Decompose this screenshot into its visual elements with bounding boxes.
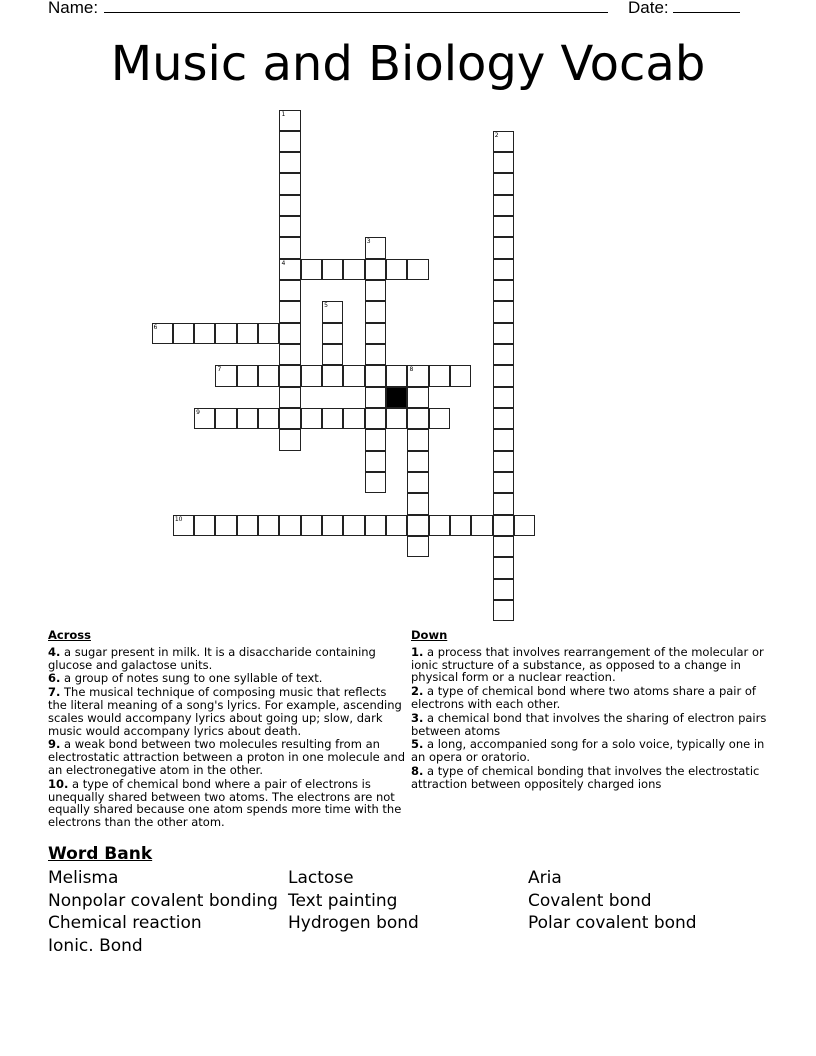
crossword-cell[interactable] — [407, 472, 428, 493]
crossword-cell[interactable] — [493, 472, 514, 493]
crossword-cell[interactable] — [493, 259, 514, 280]
crossword-cell[interactable] — [493, 280, 514, 301]
crossword-cell[interactable] — [407, 536, 428, 557]
down-clues — [411, 629, 767, 792]
clue-number-6: 6 — [153, 323, 158, 331]
clue-number-5: 5 — [324, 302, 328, 310]
crossword-cell[interactable] — [322, 344, 343, 365]
down-clue: 2. a type of chemical bond where two atoms share a pair of electrons with each other. — [411, 684, 756, 711]
crossword-cell[interactable] — [429, 408, 450, 429]
crossword-cell[interactable] — [258, 365, 279, 386]
crossword-cell[interactable] — [493, 195, 514, 216]
crossword-cell[interactable] — [279, 429, 300, 450]
across-clue: 10. a type of chemical bond where a pair of electrons is unequally shared between two atoms. The electrons are not equally shared because one atom spends more time with the electrons than the other atom. — [48, 776, 402, 830]
crossword-cell[interactable] — [215, 515, 236, 536]
crossword-black-cell — [386, 387, 407, 408]
crossword-cell[interactable] — [365, 408, 386, 429]
word-bank-title: Word Bank — [48, 844, 153, 864]
crossword-cell[interactable] — [301, 515, 322, 536]
crossword-cell[interactable] — [493, 365, 514, 386]
crossword-cell[interactable] — [279, 216, 300, 237]
crossword-cell[interactable] — [237, 323, 258, 344]
word-bank-item: Text painting — [288, 891, 398, 911]
crossword-cell[interactable] — [173, 323, 194, 344]
down-clue: 8. a type of chemical bonding that involves the electrostatic attraction between oppositely charged ions — [411, 763, 760, 791]
crossword-cell[interactable] — [493, 429, 514, 450]
crossword-cell[interactable] — [343, 408, 364, 429]
crossword-cell[interactable] — [493, 536, 514, 557]
word-bank-item: Covalent bond — [528, 891, 652, 911]
crossword-cell[interactable] — [493, 579, 514, 600]
crossword-cell[interactable] — [365, 280, 386, 301]
clue-number-10: 10 — [174, 515, 183, 523]
crossword-cell[interactable] — [322, 408, 343, 429]
crossword-cell[interactable] — [279, 515, 300, 536]
crossword-cell[interactable] — [279, 323, 300, 344]
crossword-cell[interactable] — [493, 600, 514, 621]
down-clue: 5. a long, accompanied song for a solo voice, typically one in an opera or oratorio. — [411, 737, 765, 765]
crossword-cell[interactable] — [237, 515, 258, 536]
crossword-cell[interactable] — [365, 259, 386, 280]
down-clue: 3. a chemical bond that involves the sharing of electron pairs between atoms — [411, 710, 767, 738]
crossword-cell[interactable] — [365, 515, 386, 536]
crossword-cell[interactable] — [279, 280, 300, 301]
across-clues — [48, 629, 408, 830]
crossword-cell[interactable] — [493, 557, 514, 578]
crossword-cell[interactable] — [322, 323, 343, 344]
crossword-cell[interactable] — [407, 259, 428, 280]
crossword-cell[interactable] — [407, 493, 428, 514]
crossword-cell[interactable] — [450, 515, 471, 536]
crossword-cell[interactable] — [279, 301, 300, 322]
crossword-cell[interactable] — [215, 323, 236, 344]
crossword-cell[interactable] — [279, 237, 300, 258]
crossword-cell[interactable] — [194, 323, 215, 344]
crossword-cell[interactable] — [365, 365, 386, 386]
crossword-cell[interactable] — [493, 515, 514, 536]
crossword-cell[interactable] — [365, 387, 386, 408]
crossword-cell[interactable] — [322, 365, 343, 386]
crossword-cell[interactable] — [471, 515, 492, 536]
down-heading: Down — [411, 628, 448, 642]
crossword-cell[interactable] — [215, 408, 236, 429]
crossword-cell[interactable] — [493, 493, 514, 514]
across-clue: 4. a sugar present in milk. It is a disaccharide containing glucose and galactose units. — [48, 644, 376, 672]
word-bank-item: Aria — [528, 868, 562, 888]
crossword-cell[interactable] — [343, 365, 364, 386]
crossword-cell[interactable] — [365, 472, 386, 493]
crossword-cell[interactable] — [258, 515, 279, 536]
crossword-cell[interactable] — [258, 408, 279, 429]
crossword-cell[interactable] — [237, 408, 258, 429]
crossword-cell[interactable] — [386, 259, 407, 280]
crossword-cell[interactable] — [279, 173, 300, 194]
crossword-cell[interactable] — [386, 365, 407, 386]
crossword-cell[interactable] — [407, 387, 428, 408]
crossword-cell[interactable] — [493, 323, 514, 344]
crossword-cell[interactable] — [493, 387, 514, 408]
crossword-cell[interactable] — [279, 152, 300, 173]
page-title: Music and Biology Vocab — [110, 36, 706, 92]
crossword-cell[interactable] — [493, 173, 514, 194]
clue-number-7: 7 — [217, 366, 222, 374]
crossword-cell[interactable] — [279, 387, 300, 408]
crossword-cell[interactable] — [493, 408, 514, 429]
word-bank-item: Chemical reaction — [48, 913, 202, 933]
crossword-cell[interactable] — [301, 365, 322, 386]
crossword-cell[interactable] — [365, 301, 386, 322]
clue-number-3: 3 — [366, 238, 371, 246]
crossword-cell[interactable] — [237, 365, 258, 386]
crossword-cell[interactable] — [343, 515, 364, 536]
word-bank-item: Melisma — [48, 868, 119, 888]
clue-number-8: 8 — [409, 366, 414, 374]
crossword-cell[interactable] — [279, 131, 300, 152]
across-clue: 6. a group of notes sung to one syllable of text. — [48, 671, 323, 686]
crossword-cell[interactable] — [386, 408, 407, 429]
crossword-cell[interactable] — [301, 408, 322, 429]
clue-number-2: 2 — [494, 131, 499, 139]
crossword-cell[interactable] — [301, 259, 322, 280]
crossword-cell[interactable] — [407, 451, 428, 472]
crossword-cell[interactable] — [279, 365, 300, 386]
word-bank-item: Hydrogen bond — [288, 913, 419, 933]
across-clue: 9. a weak bond between two molecules resulting from an electrostatic attraction between a proton in one molecule and an electronegative atom in the other. — [48, 737, 406, 777]
clue-number-4: 4 — [281, 259, 286, 267]
across-clue: 7. The musical technique of composing music that reflects the literal meaning of a song's lyrics. For example, ascending scales would accompany lyrics about going up; slow, dark music would accompany lyrics about death. — [48, 685, 402, 738]
crossword-cell[interactable] — [365, 323, 386, 344]
down-clue: 1. a process that involves rearrangement of the molecular or ionic structure of a substance, as opposed to a change in physical form or a nuclear reaction. — [411, 644, 764, 685]
crossword-cell[interactable] — [365, 451, 386, 472]
word-bank-item: Nonpolar covalent bonding — [48, 891, 278, 911]
date-label: Date: — [628, 0, 669, 17]
crossword-cell[interactable] — [365, 344, 386, 365]
crossword-cell[interactable] — [279, 195, 300, 216]
crossword-cell[interactable] — [493, 216, 514, 237]
crossword-cell[interactable] — [450, 365, 471, 386]
crossword-cell[interactable] — [493, 237, 514, 258]
crossword-cell[interactable] — [429, 365, 450, 386]
crossword-cell[interactable] — [386, 515, 407, 536]
clue-number-9: 9 — [196, 409, 200, 417]
crossword-cell[interactable] — [407, 408, 428, 429]
crossword-cell[interactable] — [407, 429, 428, 450]
crossword-cell[interactable] — [407, 515, 428, 536]
crossword-cell[interactable] — [429, 515, 450, 536]
crossword-cell[interactable] — [258, 323, 279, 344]
crossword-cell[interactable] — [322, 515, 343, 536]
crossword-cell[interactable] — [279, 408, 300, 429]
crossword-cell[interactable] — [493, 301, 514, 322]
crossword-cell[interactable] — [493, 451, 514, 472]
crossword-cell[interactable] — [493, 152, 514, 173]
word-bank-item: Lactose — [288, 868, 354, 888]
crossword-cell[interactable] — [343, 259, 364, 280]
crossword-cell[interactable] — [493, 344, 514, 365]
crossword-cell[interactable] — [514, 515, 535, 536]
word-bank-item: Polar covalent bond — [528, 913, 697, 933]
crossword-cell[interactable] — [322, 259, 343, 280]
across-heading: Across — [48, 628, 91, 642]
crossword-cell[interactable] — [279, 344, 300, 365]
crossword-cell[interactable] — [365, 429, 386, 450]
clue-number-1: 1 — [281, 110, 286, 118]
crossword-cell[interactable] — [194, 515, 215, 536]
word-bank-item: Ionic. Bond — [48, 936, 143, 956]
name-label: Name: — [48, 0, 99, 17]
